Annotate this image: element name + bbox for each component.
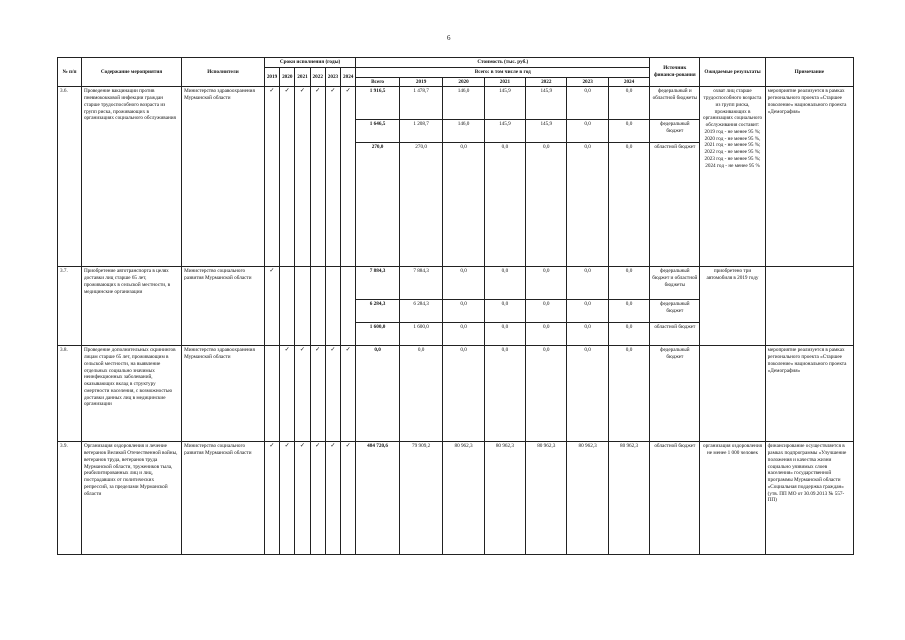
- cost-total-value: 484 720,6: [367, 443, 388, 450]
- row-content: Проведение дополнительных скринингов лицам старше 65 лет, проживающим в сельской местности, на выявление отдельных социально значимых неинфекционных заболеваний, оказывающих вклад в структуру смертности населения, с возможностью доставки данных лиц в медицинские организации: [81, 346, 181, 442]
- header-cost-year: 2020: [443, 77, 484, 87]
- cost-year-cell: [608, 346, 649, 442]
- term-check-mark: ✓: [310, 442, 325, 555]
- term-check-mark: ✓: [325, 346, 340, 442]
- cost-year-cell: [484, 442, 525, 555]
- cost-total-value: 270,0: [371, 144, 384, 151]
- finance-source: федеральный бюджет: [660, 347, 690, 360]
- finance-source: федеральный бюджет: [650, 120, 699, 143]
- cost-total-value: 0,0: [374, 347, 381, 354]
- finance-source: областной бюджет: [654, 144, 696, 151]
- cost-year-value: 0,0: [584, 144, 591, 151]
- cost-total-value: 6 284,3: [356, 300, 399, 323]
- header-term-year: 2019: [264, 67, 279, 87]
- cost-year-value: 0,0: [443, 300, 483, 323]
- cost-year-cell: [399, 267, 443, 346]
- term-check-mark: ✓: [264, 87, 279, 267]
- cost-year-value: 0,0: [567, 120, 607, 143]
- finance-source-cell: [650, 346, 700, 442]
- table-row: [58, 87, 854, 267]
- cost-year-cell: [443, 87, 484, 267]
- page-number: 6: [447, 34, 451, 42]
- cost-year-value: 0,0: [567, 267, 607, 300]
- cost-year-value: 0,0: [485, 300, 525, 323]
- cost-total-value: 1 646,5: [356, 120, 399, 143]
- row-number: 3.6.: [58, 87, 82, 267]
- cost-year-value: 145,9: [526, 87, 566, 120]
- header-term-year: 2020: [280, 67, 295, 87]
- finance-source-cell: [650, 442, 700, 555]
- term-check-mark: ✓: [310, 87, 325, 267]
- cost-year-value: 1 600,0: [413, 324, 429, 331]
- term-check-mark: [264, 346, 279, 442]
- cost-year-cell: [399, 87, 443, 267]
- cost-year-value: 0,0: [567, 87, 607, 120]
- row-note: [765, 267, 853, 346]
- cost-year-value: 0,0: [443, 267, 483, 300]
- cost-year-cell: [484, 267, 525, 346]
- cost-year-value: 0,0: [526, 300, 566, 323]
- term-check-mark: ✓: [280, 442, 295, 555]
- expected-results: приобретено три автомобиля в 2019 году: [700, 267, 765, 346]
- finance-source: областной бюджет: [654, 443, 696, 450]
- cost-year-value: 0,0: [501, 144, 509, 151]
- cost-year-value: 0,0: [526, 267, 566, 300]
- term-check-mark: ✓: [341, 346, 356, 442]
- finance-source: федеральный и областной бюджеты: [650, 87, 699, 120]
- cost-year-cell: [608, 442, 649, 555]
- cost-year-value: 0,0: [609, 267, 649, 300]
- term-check-mark: ✓: [264, 442, 279, 555]
- row-executors: Министерство здравоохранения Мурманской области: [182, 87, 265, 267]
- cost-year-value: 0,0: [609, 120, 649, 143]
- header-num: № п/п: [58, 58, 82, 87]
- row-executors: Министерство здравоохранения Мурманской области: [182, 346, 265, 442]
- cost-total-cell: [356, 267, 400, 346]
- cost-year-value: 0,0: [501, 347, 509, 354]
- finance-source-cell: [650, 267, 700, 346]
- term-check-mark: [310, 267, 325, 346]
- term-check-mark: [325, 267, 340, 346]
- cost-year-value: 7 884,3: [400, 267, 443, 300]
- row-content: Проведение вакцинации против пневмококковой инфекции граждан старше трудоспособного возраста из групп риска, проживающих в организациях социального обслуживания: [81, 87, 181, 267]
- cost-total-cell: [356, 442, 400, 555]
- header-cost: Стоимость (тыс. руб.): [356, 58, 650, 68]
- term-check-mark: ✓: [325, 87, 340, 267]
- cost-total-value: 1 600,0: [369, 324, 386, 331]
- cost-year-value: 0,0: [609, 87, 649, 120]
- cost-year-cell: [443, 442, 484, 555]
- cost-year-value: 0,0: [417, 347, 425, 354]
- term-check-mark: [295, 267, 310, 346]
- cost-year-value: 0,0: [625, 347, 633, 354]
- header-note: Примечание: [765, 58, 853, 87]
- cost-total-cell: [356, 87, 400, 267]
- term-check-mark: ✓: [280, 87, 295, 267]
- header-cost-year: 2024: [608, 77, 649, 87]
- cost-total-value: 7 884,3: [356, 267, 399, 300]
- cost-year-value: 146,0: [443, 120, 483, 143]
- header-results: Ожидаемые результаты: [700, 58, 765, 87]
- cost-year-value: 80 962,3: [537, 443, 556, 450]
- row-content: Организация оздоровления и лечение ветеранов Великой Отечественной войны, ветеранов труда, ветеранов труда Мурманской области, тружеников тыла, реабилитированных лиц и лиц, пострадавших от политических репрессий, за пределами Мурманской области: [81, 442, 181, 555]
- finance-source: областной бюджет: [654, 324, 696, 331]
- header-cost-year: 2022: [526, 77, 567, 87]
- term-check-mark: ✓: [280, 346, 295, 442]
- header-total: Всего: [356, 77, 400, 87]
- term-check-mark: ✓: [341, 442, 356, 555]
- row-number: 3.8.: [58, 346, 82, 442]
- cost-total-cell: [356, 346, 400, 442]
- cost-year-value: 0,0: [625, 144, 633, 151]
- cost-year-value: 145,9: [485, 87, 525, 120]
- header-term-year: 2021: [295, 67, 310, 87]
- cost-year-value: 0,0: [584, 347, 591, 354]
- row-note: мероприятие реализуется в рамках регионального проекта «Старшее поколение» национального проекта «Демография»: [765, 87, 853, 267]
- cost-year-cell: [399, 442, 443, 555]
- cost-year-cell: [567, 87, 608, 267]
- cost-total-value: 1 916,5: [356, 87, 399, 120]
- cost-year-value: 145,9: [526, 120, 566, 143]
- expected-results: [700, 346, 765, 442]
- cost-year-cell: [567, 442, 608, 555]
- cost-year-cell: [443, 267, 484, 346]
- finance-source: федеральный бюджет: [650, 300, 699, 323]
- row-note: финансирование осуществляется в рамках подпрограммы «Улучшение положения и качества жизни социально уязвимых слоев населения» государственной программы Мурманской области «Социальная поддержка граждан» (утв. ПП МО от 30.09.2013 № 557-ПП): [765, 442, 853, 555]
- expected-results: охват лиц старше трудоспособного возраста из групп риска, проживающих в организациях социального обслуживания составит: 2019 год - не менее 95 %; 2020 год - не менее 95 %, 2021 год - не менее 95 %; 2022 год - не менее 95 %; 2023 год - не менее 95 %; 2024 год - не менее 95 %: [700, 87, 765, 267]
- header-term-year: 2022: [310, 67, 325, 87]
- cost-year-value: 79 909,2: [412, 443, 431, 450]
- cost-year-cell: [526, 346, 567, 442]
- term-check-mark: ✓: [325, 442, 340, 555]
- finance-source-cell: [650, 87, 700, 267]
- cost-year-value: 80 962,3: [619, 443, 639, 450]
- cost-year-value: 145,9: [485, 120, 525, 143]
- cost-year-cell: [484, 87, 525, 267]
- cost-year-cell: [608, 87, 649, 267]
- term-check-mark: [280, 267, 295, 346]
- term-check-mark: ✓: [310, 346, 325, 442]
- cost-year-cell: [484, 346, 525, 442]
- term-check-mark: ✓: [341, 87, 356, 267]
- term-check-mark: [341, 267, 356, 346]
- cost-year-value: 146,0: [443, 87, 483, 120]
- cost-year-value: 1 478,7: [400, 87, 443, 120]
- header-cost-year: 2019: [399, 77, 443, 87]
- term-check-mark: ✓: [295, 87, 310, 267]
- row-number: 3.7.: [58, 267, 82, 346]
- header-content: Содержание мероприятия: [81, 58, 181, 87]
- term-check-mark: ✓: [295, 346, 310, 442]
- cost-year-value: 80 962,3: [578, 443, 597, 450]
- cost-year-cell: [526, 442, 567, 555]
- header-source: Источник финанси-рования: [650, 58, 700, 87]
- finance-source: федеральный бюджет и областной бюджеты: [650, 267, 699, 300]
- cost-year-cell: [608, 267, 649, 346]
- cost-year-value: 0,0: [485, 267, 525, 300]
- cost-year-value: 270,0: [415, 144, 427, 151]
- cost-year-cell: [526, 87, 567, 267]
- cost-year-value: 0,0: [609, 300, 649, 323]
- cost-year-value: 0,0: [543, 144, 550, 151]
- cost-year-value: 0,0: [501, 324, 509, 331]
- header-cost-year: 2023: [567, 77, 608, 87]
- cost-year-cell: [567, 346, 608, 442]
- term-check-mark: ✓: [295, 442, 310, 555]
- expected-results: организация оздоровления не менее 1 000 человек: [700, 442, 765, 555]
- cost-year-value: 0,0: [543, 324, 550, 331]
- row-note: мероприятие реализуется в рамках регионального проекта «Старшее поколение» национального проекта «Демография»: [765, 346, 853, 442]
- table-row: [58, 442, 854, 555]
- row-number: 3.9.: [58, 442, 82, 555]
- cost-year-value: 0,0: [460, 347, 467, 354]
- cost-year-value: 1 208,7: [400, 120, 443, 143]
- cost-year-value: 80 962,3: [495, 443, 514, 450]
- row-executors: Министерство социального развития Мурманской области: [182, 267, 265, 346]
- cost-year-value: 0,0: [625, 324, 633, 331]
- cost-year-value: 6 284,3: [400, 300, 443, 323]
- header-cost-year: 2021: [484, 77, 525, 87]
- cost-year-cell: [443, 346, 484, 442]
- cost-year-cell: [567, 267, 608, 346]
- header-executors: Исполнители: [182, 58, 265, 87]
- cost-year-value: 0,0: [460, 144, 467, 151]
- cost-year-value: 80 962,3: [454, 443, 473, 450]
- table-row: [58, 267, 854, 346]
- cost-year-cell: [526, 267, 567, 346]
- cost-year-value: 0,0: [460, 324, 467, 331]
- cost-year-cell: [399, 346, 443, 442]
- table-row: [58, 346, 854, 442]
- cost-year-value: 0,0: [543, 347, 550, 354]
- row-content: Приобретение автотранспорта в целях доставки лиц старше 65 лет, проживающих в сельской местности, в медицинские организации: [81, 267, 181, 346]
- header-terms: Сроки исполнения (годы): [264, 58, 355, 68]
- header-term-year: 2023: [325, 67, 340, 87]
- cost-year-value: 0,0: [584, 324, 591, 331]
- activities-table: [57, 57, 854, 555]
- header-cost-sub: Всего: в том числе в год: [356, 67, 650, 77]
- cost-year-value: 0,0: [567, 300, 607, 323]
- term-check-mark: ✓: [264, 267, 279, 346]
- row-executors: Министерство социального развития Мурманской области: [182, 442, 265, 555]
- header-term-year: 2024: [341, 67, 356, 87]
